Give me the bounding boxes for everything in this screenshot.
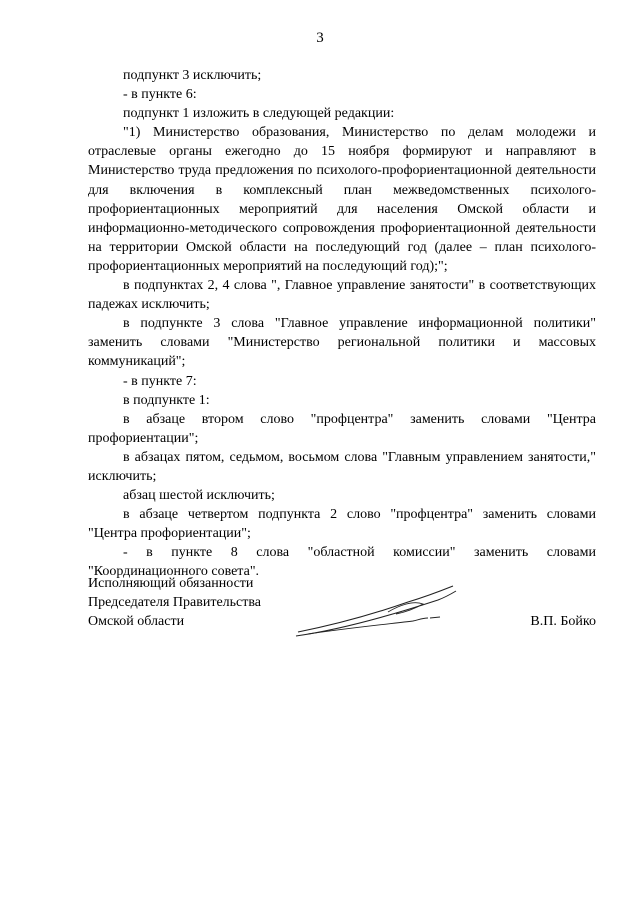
page-number: 3 [316,30,324,46]
paragraph: - в пункте 8 слова "областной комиссии" заменить словами "Координационного совета". [88,545,596,580]
signatory-title-line: Омской области [88,614,185,629]
paragraph: "1) Министерство образования, Министерство по делам молодежи и отраслевые органы ежегодно до 15 ноября формируют и направляют в Министерство труда предложения по психолого-профориентационной деятельности для включения в комплексный план межведомственных психолого-профориентационных мероприятий для населения Омской области и информационно-методического сопровождения профориентационной деятельности на территории Омской области на последующий год (далее – план психолого-профориентационных мероприятий на последующий год);"; [88,125,596,274]
paragraph: в подпункте 1: [123,392,210,408]
paragraph: в абзацах пятом, седьмом, восьмом слова "Главным управлением занятости," исключить; [88,449,596,484]
signature-block [88,574,596,631]
paragraph: в подпункте 3 слова "Главное управление информационной политики" заменить словами "Министерство региональной политики и массовых коммуникаций"; [88,316,596,370]
paragraph: - в пункте 6: [123,87,197,103]
paragraph: абзац шестой исключить; [123,488,275,504]
signatory-title-line: Председателя Правительства [88,595,262,610]
document-body [88,66,596,582]
paragraph: в подпунктах 2, 4 слова ", Главное управление занятости" в соответствующих падежах исключить; [88,278,596,313]
signatory-name: В.П. Бойко [530,614,596,629]
paragraph: подпункт 3 исключить; [123,68,262,83]
paragraph: в абзаце втором слово "профцентра" заменить словами "Центра профориентации"; [88,411,596,446]
paragraph: - в пункте 7: [123,373,197,389]
handwritten-signature-icon [288,574,468,644]
signatory-title-line: Исполняющий обязанности [88,576,254,591]
paragraph: в абзаце четвертом подпункта 2 слово "профцентра" заменить словами "Центра профориентации"; [88,507,596,542]
paragraph: подпункт 1 изложить в следующей редакции: [123,106,395,122]
